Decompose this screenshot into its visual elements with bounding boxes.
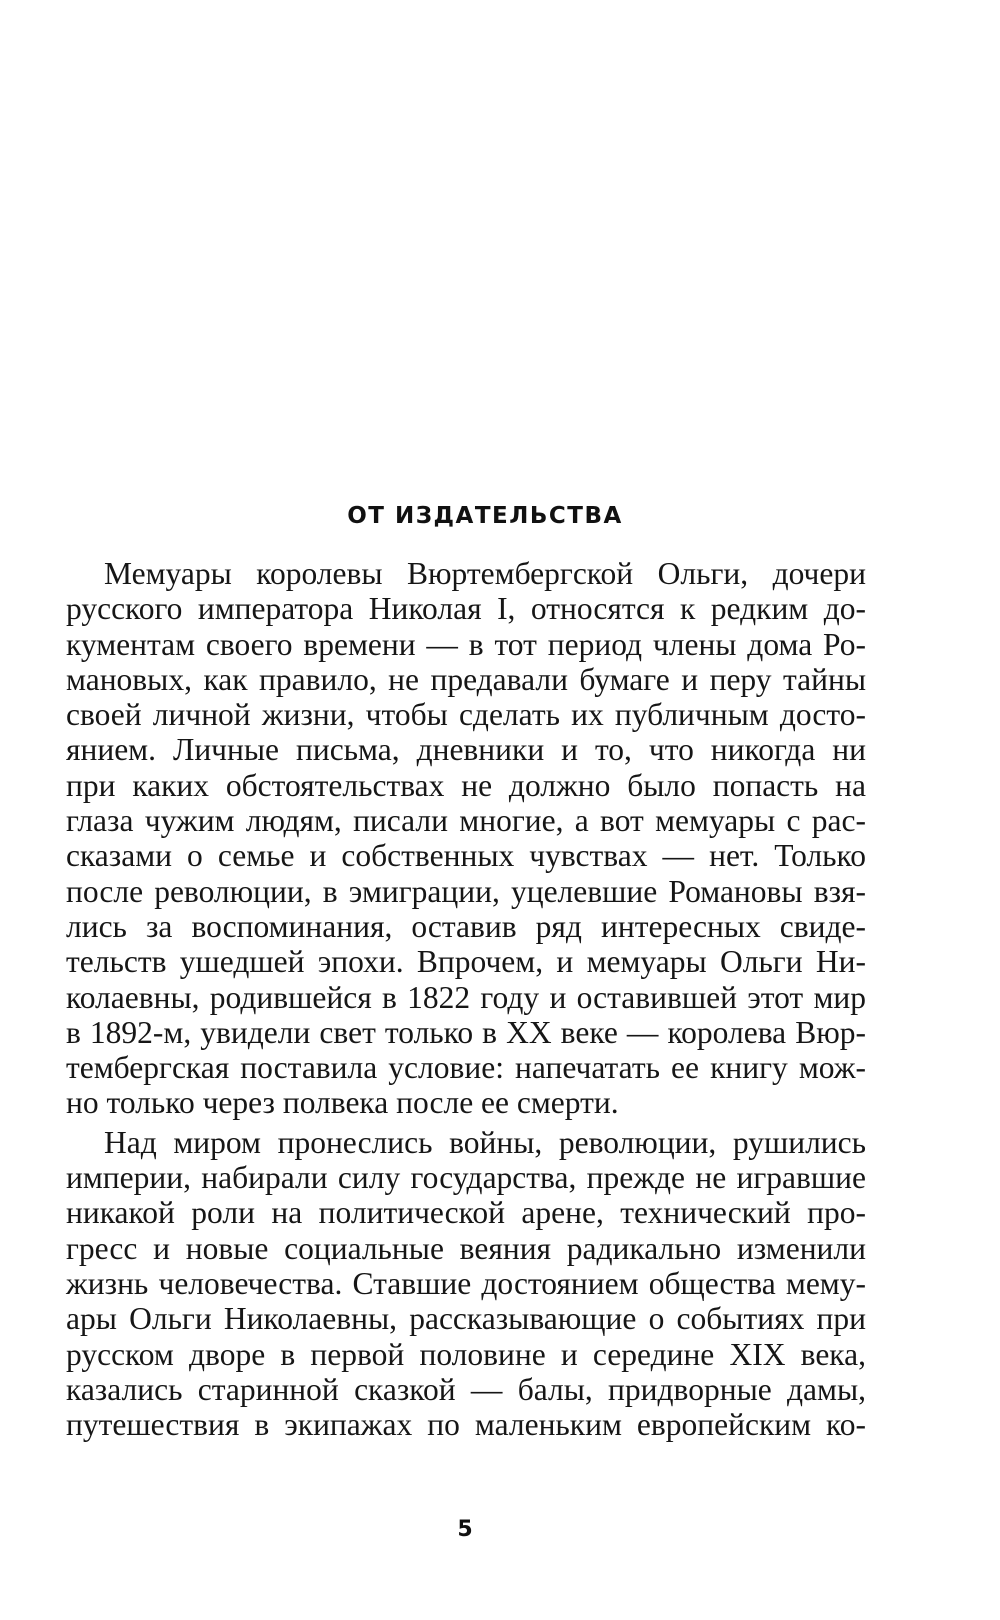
text-line: но только через полвека после ее смерти. bbox=[66, 1085, 619, 1121]
text-line: своей личной жизни, чтобы сделать их публичным досто- bbox=[66, 697, 866, 733]
text-line: русского императора Николая I, относятся к редким до- bbox=[66, 591, 866, 627]
text-line: тельств ушедшей эпохи. Впрочем, и мемуары Ольги Ни- bbox=[66, 944, 866, 980]
text-line: никакой роли на политической арене, технический про- bbox=[66, 1195, 866, 1231]
text-line: кументам своего времени — в тот период члены дома Ро- bbox=[66, 626, 866, 662]
text-line: жизнь человечества. Ставшие достоянием общества мему- bbox=[66, 1265, 866, 1301]
text-line: ары Ольги Николаевны, рассказывающие о событиях при bbox=[66, 1301, 866, 1337]
text-line: глаза чужим людям, писали многие, а вот мемуары с рас- bbox=[66, 803, 866, 839]
text-line: Над миром пронеслись войны, революции, рушились bbox=[104, 1124, 866, 1160]
text-line: после революции, в эмиграции, уцелевшие Романовы взя- bbox=[66, 873, 866, 909]
text-line: казались старинной сказкой — балы, придворные дамы, bbox=[66, 1371, 866, 1407]
text-line: тембергская поставила условие: напечатать ее книгу мож- bbox=[66, 1050, 866, 1086]
text-line: сказами о семье и собственных чувствах — нет. Только bbox=[66, 838, 866, 874]
text-line: империи, набирали силу государства, прежде не игравшие bbox=[66, 1160, 866, 1196]
text-line: русском дворе в первой половине и середине XIX века, bbox=[66, 1336, 866, 1372]
text-line: в 1892-м, увидели свет только в XX веке — королева Вюр- bbox=[66, 1014, 866, 1050]
text-line: мановых, как правило, не предавали бумаге и перу тайны bbox=[66, 661, 866, 697]
text-line: Мемуары королевы Вюртембергской Ольги, дочери bbox=[104, 556, 866, 591]
body-text bbox=[66, 556, 866, 1442]
text-line: при каких обстоятельствах не должно было попасть на bbox=[66, 767, 866, 803]
section-heading: ОТ ИЗДАТЕЛЬСТВА bbox=[347, 503, 623, 529]
text-line: колаевны, родившейся в 1822 году и оставившей этот мир bbox=[66, 979, 866, 1015]
paragraph-1 bbox=[66, 556, 866, 1121]
paragraph-2 bbox=[66, 1125, 866, 1443]
text-line: гресс и новые социальные веяния радикально изменили bbox=[66, 1230, 866, 1266]
text-line: лись за воспоминания, оставив ряд интересных свиде- bbox=[66, 908, 866, 944]
text-line: путешествия в экипажах по маленьким европейским ко- bbox=[66, 1407, 866, 1443]
page-number: 5 bbox=[457, 1517, 473, 1542]
text-line: янием. Личные письма, дневники и то, что никогда ни bbox=[66, 732, 866, 768]
